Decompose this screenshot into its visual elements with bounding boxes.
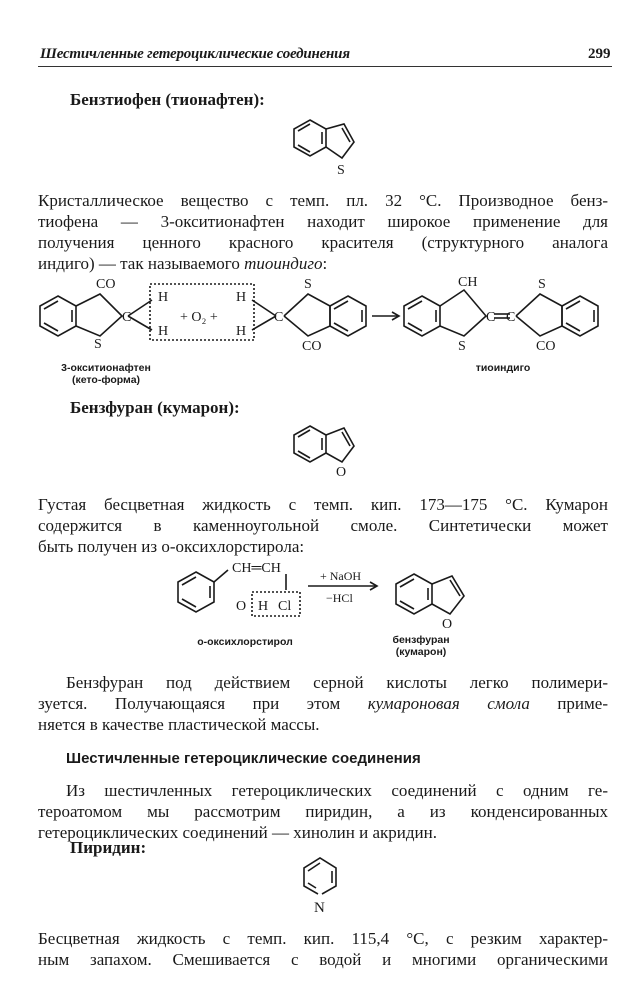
pyridine-heading: Пиридин: [70,838,147,857]
coumarone-reaction-scheme [170,556,490,636]
pyridine-structure [296,852,356,918]
c-label: C [506,310,516,325]
section-paragraph [38,780,608,843]
plus-o2-label: + O₂ + [180,310,218,325]
reagent-hcl: −HCl [326,591,353,605]
caption-o-oxychlorostyrene: о-оксихлорстирол [197,636,293,648]
text-line: Густая бесцветная жидкость с темп. кип. 173—175 °С. Кумарон [38,495,608,514]
text-line: Кристаллическое вещество с темп. пл. 32 °С. Производное бенз- [38,191,608,210]
text-line: Бесцветная жидкость с темп. кип. 115,4 °С, с резким характер- [38,929,608,948]
coumarone-resin-term: кумароновая смола [367,694,530,713]
coumarone-atom-o: O [442,617,453,632]
benzothiophene-structure [280,112,370,188]
text-line: Из шестичленных гетероциклических соединений с одним ге- [66,781,608,800]
h-label: H [236,290,247,305]
h-label: H [158,324,169,339]
ch-double-bond-label: CH═CH [232,561,281,576]
caption-benzofuran: бензфуран (кумарон) [392,634,450,658]
text-line: индиго) — так называемого тиоиндиго: [38,254,328,273]
text-line: зуется. Получающаяся при этом кумароновая смола приме- [38,694,608,713]
benzofuran-paragraph [38,494,608,557]
benzothiophene-heading: Бензтиофен (тионафтен): [70,90,265,109]
pyridine-paragraph [38,928,608,970]
thioindigo-term: тиоиндиго [244,254,323,273]
cl-label: Cl [278,599,292,614]
h-label: H [258,599,269,614]
benzofuran-atom-o: O [336,465,347,480]
h-label: H [236,324,247,339]
header-rule [38,66,612,67]
reagent-naoh: + NaOH [320,569,362,583]
c-label: C [122,310,132,325]
thioindigo-reaction-scheme [30,270,620,360]
h-label: H [158,290,169,305]
benzothiophene-paragraph [38,190,608,274]
benzofuran-structure [282,418,372,490]
pyridine-atom-n: N [314,900,325,916]
text-line: ным запахом. Смешивается с водой и многими органическими [38,950,608,969]
caption-thioindigo: тиоиндиго [475,362,531,374]
c-label: C [274,310,284,325]
co-label: CO [96,277,116,292]
c-label: C [486,310,496,325]
benzothiophene-atom-s: S [337,163,345,178]
ch-label: CH [458,275,478,290]
co-label: CO [302,339,322,354]
text-line: гетероциклических соединений — хинолин и акридин. [38,823,437,842]
s-label: S [458,339,466,354]
text-line: тиофена — 3-окситионафтен находит широкое применение для [38,212,608,231]
text-line: содержится в каменноугольной смоле. Синтетически может [38,516,608,535]
o-label: O [236,599,247,614]
co-label: CO [536,339,556,354]
benzofuran-heading: Бензфуран (кумарон): [70,398,240,417]
caption-3-oxythionaphthene: 3-окситионафтен (кето-форма) [61,362,151,386]
section-title: Шестичленные гетероциклические соединения [66,750,421,767]
text-line: получения ценного красного красителя (структурного аналога [38,233,608,252]
page-number: 299 [588,46,611,62]
text-line: быть получен из о-оксихлорстирола: [38,537,305,556]
s-label: S [94,337,102,352]
s-label: S [304,277,312,292]
s-label: S [538,277,546,292]
running-header-title: Шестичленные гетероциклические соединения [40,46,350,62]
text-line: няется в качестве пластической массы. [38,715,320,734]
polymer-paragraph [38,672,608,735]
text-line: Бензфуран под действием серной кислоты легко полимери- [66,673,608,692]
text-line: тероатомом мы рассмотрим пиридин, а из конденсированных [38,802,608,821]
